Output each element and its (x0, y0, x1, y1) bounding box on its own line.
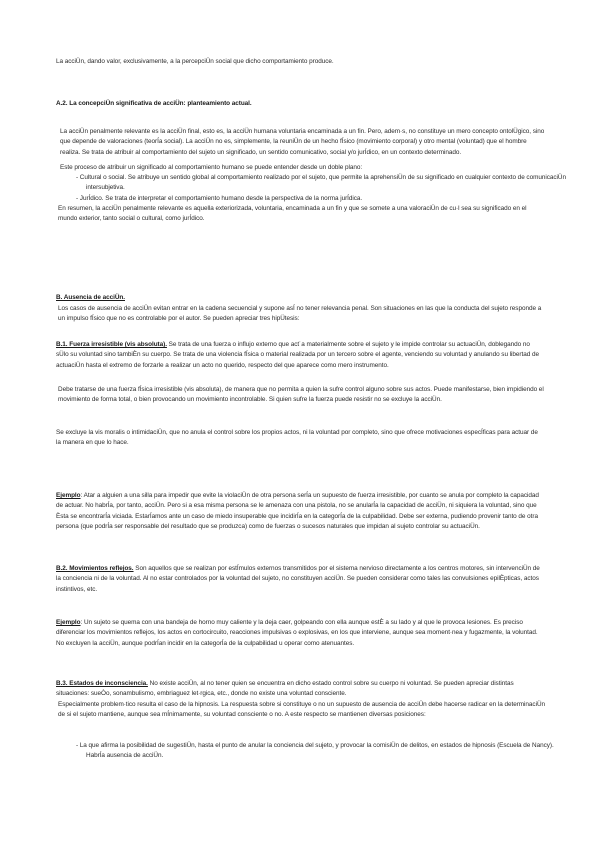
b2-example-text: : Un sujeto se quema con una bandeja de horno muy caliente y la deja caer, golpeando con ella aunque estÈ a su lado y al que le provoca lesiones. Es preciso diferenciar los movimientos reflejos, los actos en cortocircuito, reacciones impulsivas o explosivas, en los que interviene, aunque sea moment·nea y fugazmente, la voluntad. No excluyen la acciÜn, aunque podrÍan incidir en la categorÍa de la culpabilidad u operar como atenuantes. (56, 619, 538, 647)
section-a2-paragraph-2: Este proceso de atribuir un significado al comportamiento humano se puede entender desde un doble plano: (60, 164, 363, 171)
b2-example-label: Ejemplo (56, 619, 81, 626)
section-a2-list-item-juridico: - JurÍdico. Se trata de interpretar el comportamiento humano desde la perspectiva de la norma jurÍdica. (76, 195, 363, 202)
b3-paragraph (56, 679, 544, 700)
b1-example (56, 491, 544, 532)
section-b-intro: Los casos de ausencia de acciÜn evitan entrar en la cadena secuencial y supone asÍ no tener relevancia penal. Son situaciones en las que la conducta del sujeto responde a un impulso fÍsico que no es controlable por el autor. Se pueden apreciar tres hipÜtesis: (58, 305, 542, 323)
b1-paragraph (56, 340, 544, 371)
section-a2-list-item-cultural: - Cultural o social. Se atribuye un sentido global al comportamiento realizado por el sujeto, que permite la aprehensiÜn de su significado en cualquier contexto de comunicaciÜn intersubjetiva. (76, 174, 566, 192)
b3-label: B.3. Estados de inconsciencia. (56, 680, 148, 687)
b3-paragraph-2: Especialmente problem·tico resulta el caso de la hipnosis. La respuesta sobre si constituye o no un supuesto de ausencia de acciÜn debe hacerse radicar en la determinaciÜn de si el sujeto mantiene, aunque sea mÍnimamente, su voluntad consciente o no. A este respecto se mantienen diversas posiciones: (58, 701, 546, 719)
section-a2-heading: A.2. La concepciÜn significativa de acciÜn: planteamiento actual. (56, 100, 252, 107)
b3-list-item-nancy: - La que afirma la posibilidad de sugestiÜn, hasta el punto de anular la conciencia del sujeto, y provocar la comisiÜn de delitos, en estados de hipnosis (Escuela de Nancy). HabrÍa ausencia de acciÜn. (76, 742, 554, 760)
b3-text: No existe acciÜn, al no tener quien se encuentra en dicho estado control sobre su cuerpo ni voluntad. Se pueden apreciar distintas situaciones: sueÒo, sonambulismo, embriaguez let·rgica, etc., donde no existe una voluntad consciente. (56, 680, 514, 698)
section-a2-summary: En resumen, la acciÜn penalmente relevante es aquella exteriorizada, voluntaria, encaminada a un fin y que se somete a una valoraciÜn de cu·l sea su significado en el mundo exterior, tanto social o cultural, como jurÍdico. (58, 205, 527, 223)
b1-paragraph-3: Se excluye la vis moralis o intimidaciÜn, que no anula el control sobre los propios actos, ni la voluntad por completo, sino que ofrece motivaciones especÍficas para actuar de la manera en que lo hace. (56, 429, 538, 447)
section-b-heading: B. Ausencia de acciÜn. (56, 294, 125, 301)
b2-text: Son aquellos que se realizan por estÍmulos externos transmitidos por el sistema nervioso directamente a los centros motores, sin intervenciÜn de la conciencia ni de la voluntad. Al no estar controlados por la voluntad del sujeto, no constituyen acciÜn. Se pueden considerar como tales las convulsiones epilÈpticas, actos instintivos, etc. (56, 565, 540, 593)
b1-text: Se trata de una fuerza o influjo externo que act˙a materialmente sobre el sujeto y le impide controlar su actuaciÜn, doblegando no sÜlo su voluntad sino tambiÈn su cuerpo. Se trata de una violencia fÍsica o material realizada por un tercero sobre el agente, venciendo su voluntad y anulando su libertad de actuaciÜn hasta el extremo de forzarle a realizar un acto no querido, respecto del que aparece como mero instrumento. (56, 341, 539, 369)
section-a2-paragraph-1: La acciÜn penalmente relevante es la acciÜn final, esto es, la acciÜn humana voluntaria encaminada a un fin. Pero, adem·s, no constituye un mero concepto ontolÜgico, sino que depende de valoraciones (teorÍa social). La acciÜn no es, simplemente, la reuniÜn de un hecho fÍsico (movimiento corporal) y otro mental (voluntad) que el hombre realiza. Se trata de atribuir al comportamiento del sujeto un significado, un sentido comunicativo, social y/o jurÍdico, en un contexto determinado. (60, 128, 545, 156)
intro-line: La acciÜn, dando valor, exclusivamente, a la percepciÜn social que dicho comportamiento produce. (56, 58, 334, 65)
b1-label: B.1. Fuerza irresistible (vis absoluta). (56, 341, 167, 348)
b1-example-label: Ejemplo (56, 492, 81, 499)
b1-example-text: : Atar a alguien a una silla para impedir que evite la violaciÜn de otra persona serÍa un supuesto de fuerza irresistible, por cuanto se anula por completo la capacidad de actuar. No habrÍa, por tanto, acciÜn. Pero si a esa misma persona se le amenaza con una pistola, no se anularÍa la capacidad de acciÜn, ni siquiera la voluntad, sino que Èsta se encontrarÍa viciada. EstarÍamos ante un caso de miedo insuperable que incidirÍa en la categorÍa de la culpabilidad. Debe ser externa, pudiendo provenir tanto de otra persona (que podrÍa ser responsable del resultado que se produzca) como de fuerzas o sucesos naturales que impidan al sujeto controlar su actuaciÜn. (56, 492, 539, 530)
b2-label: B.2. Movimientos reflejos. (56, 565, 134, 572)
b2-example (56, 618, 544, 649)
b1-paragraph-2: Debe tratarse de una fuerza fÍsica irresistible (vis absoluta), de manera que no permita a quien la sufre control alguno sobre sus actos. Puede manifestarse, bien impidiendo el movimiento de forma total, o bien provocando un movimiento incontrolable. Si quien sufre la fuerza puede resistir no se excluye la acciÜn. (58, 386, 544, 404)
b2-paragraph (56, 564, 544, 595)
